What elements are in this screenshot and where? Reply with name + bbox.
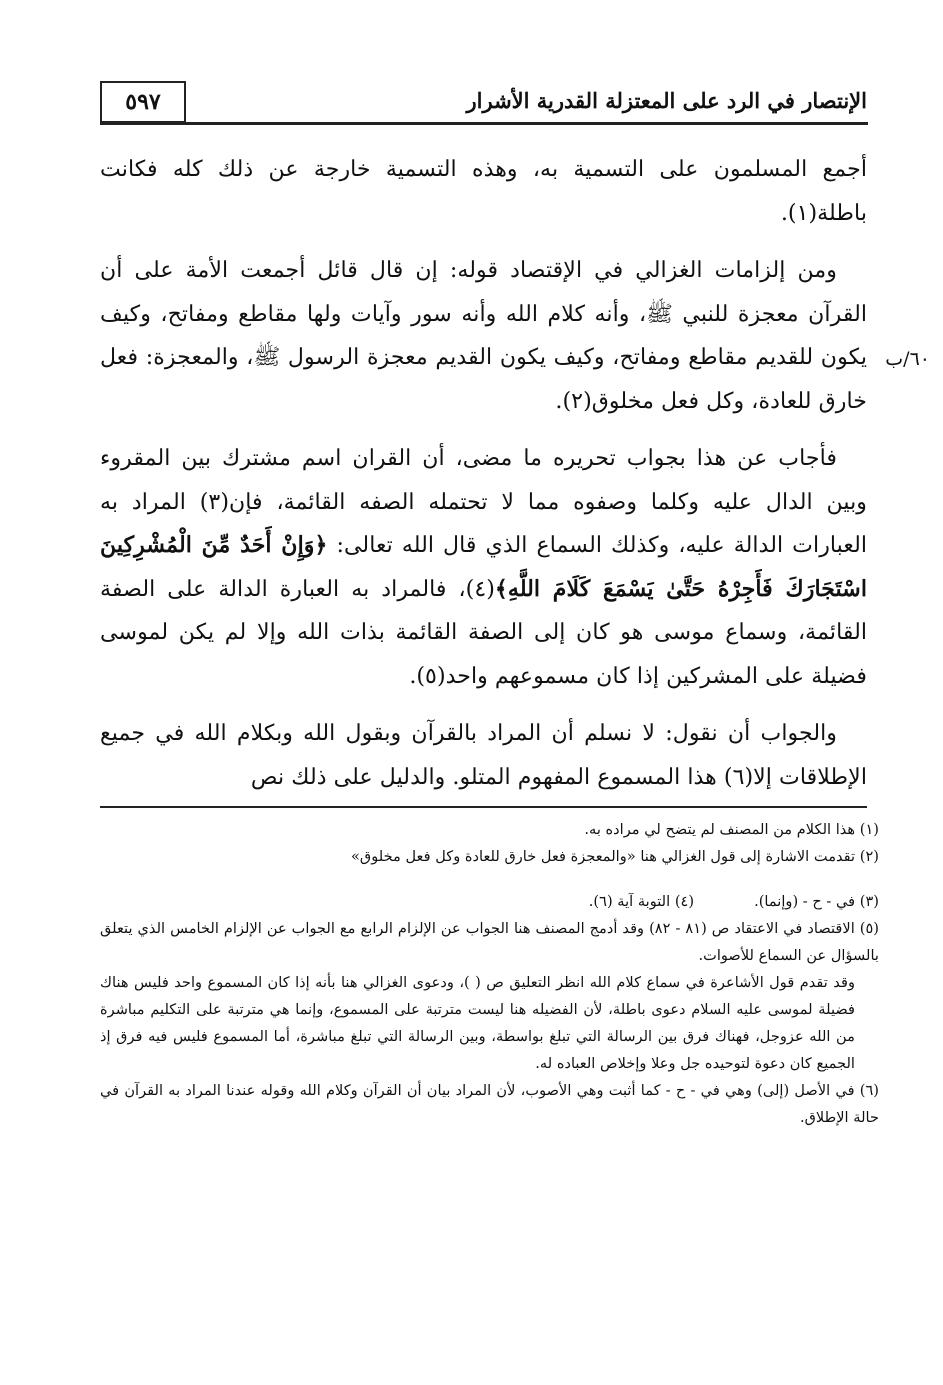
footnote-5-continued: وقد تقدم قول الأشاعرة في سماع كلام الله انظر التعليق ص ( )، ودعوى الغزالي هنا بأنه إذا كان المسموع واحد فليس هناك فضيلة لموسى عليه السلام دعوى باطلة، لأن الفضيله هنا ليست مترتبة على المسموع، وإنما هي مترتبة على التكليم مباشرة من الله عزوجل، فهناك فرق بين الرسالة التي تبلغ بواسطة، وبين الرسالة التي تبلغ مباشرة، أما المسموع فليس فيه فرق إذ الجميع كان دعوة لتوحيده جل وعلا وإخلاص العباده له. [100, 974, 855, 1072]
footnote-1: (١) هذا الكلام من المصنف لم يتضح لي مراده به. [584, 821, 879, 838]
header-rule [100, 122, 868, 125]
main-text [100, 148, 867, 799]
paragraph-3-part-b: (٤)، فالمراد به العبارة الدالة على الصفة القائمة، وسماع موسى هو كان إلى الصفة القائمة بذات الله وإلا لم يكن لموسى فضيلة على المشركين إذا كان مسموعهم واحد(٥). [100, 575, 867, 689]
footnote-3: (٣) في - ح - (وإنما). [754, 893, 879, 910]
paragraph-1: أجمع المسلمون على التسمية به، وهذه التسمية خارجة عن ذلك كله فكانت باطلة(١). [100, 156, 867, 226]
paragraph-3-part-a: فأجاب عن هذا بجواب تحريره ما مضى، أن القران اسم مشترك بين المقروء وبين الدال عليه وكلما وصفوه مما لا تحتمله الصفه القائمة، فإن(٣) المراد به العبارات الدالة عليه، وكذلك السماع الذي قال الله تعالى: [100, 445, 867, 558]
page-number-box [100, 81, 186, 123]
paragraph-2: ومن إلزامات الغزالي في الإقتصاد قوله: إن قال قائل أجمعت الأمة على أن القرآن معجزة للنبي ﷺ، وأنه كلام الله وأنه سور وآيات ولها مقاطع ومفاتح، وكيف يكون للقديم مقاطع ومفاتح، وكيف يكون القديم معجزة الرسول ﷺ، والمعجزة: فعل خارق للعادة، وكل فعل مخلوق(٢). [100, 257, 867, 414]
footnote-rule [100, 806, 867, 808]
footnote-6: (٦) في الأصل (إلى) وهي في - ح - كما أثبت وهي الأصوب، لأن المراد بيان أن القرآن وكلام الله وقوله عندنا المراد به القرآن في حالة الإطلاق. [100, 1082, 879, 1126]
footnotes-3-4 [100, 888, 879, 915]
running-header-title: الإنتصار في الرد على المعتزلة القدرية الأشرار [466, 88, 867, 113]
folio-margin-note: ٦٠/ب [885, 348, 930, 370]
page-number: ٥٩٧ [125, 89, 161, 115]
footnotes [100, 816, 879, 1131]
paragraph-3 [100, 437, 867, 698]
footnote-2: (٢) تقدمت الاشارة إلى قول الغزالي هنا «والمعجزة فعل خارق للعادة وكل فعل مخلوق» [351, 848, 879, 865]
paragraph-4: والجواب أن نقول: لا نسلم أن المراد بالقرآن وبقول الله وبكلام الله في جميع الإطلاقات إلا(٦) هذا المسموع المفهوم المتلو. والدليل على ذلك نص [100, 720, 867, 790]
footnote-5: (٥) الاقتصاد في الاعتقاد ص (٨١ - ٨٢) وقد أدمج المصنف هنا الجواب عن الإلزام الرابع مع الجواب عن الإلزام الخامس الذي يتعلق بالسؤال عن السماع للأصوات. [100, 920, 879, 964]
quran-verse: ﴿وَإِنْ أَحَدٌ مِّنَ الْمُشْرِكِينَ اسْتَجَارَكَ فَأَجِرْهُ حَتَّىٰ يَسْمَعَ كَلَامَ اللَّهِ﴾ [100, 532, 867, 602]
footnote-4: (٤) التوبة آية (٦). [588, 893, 695, 910]
